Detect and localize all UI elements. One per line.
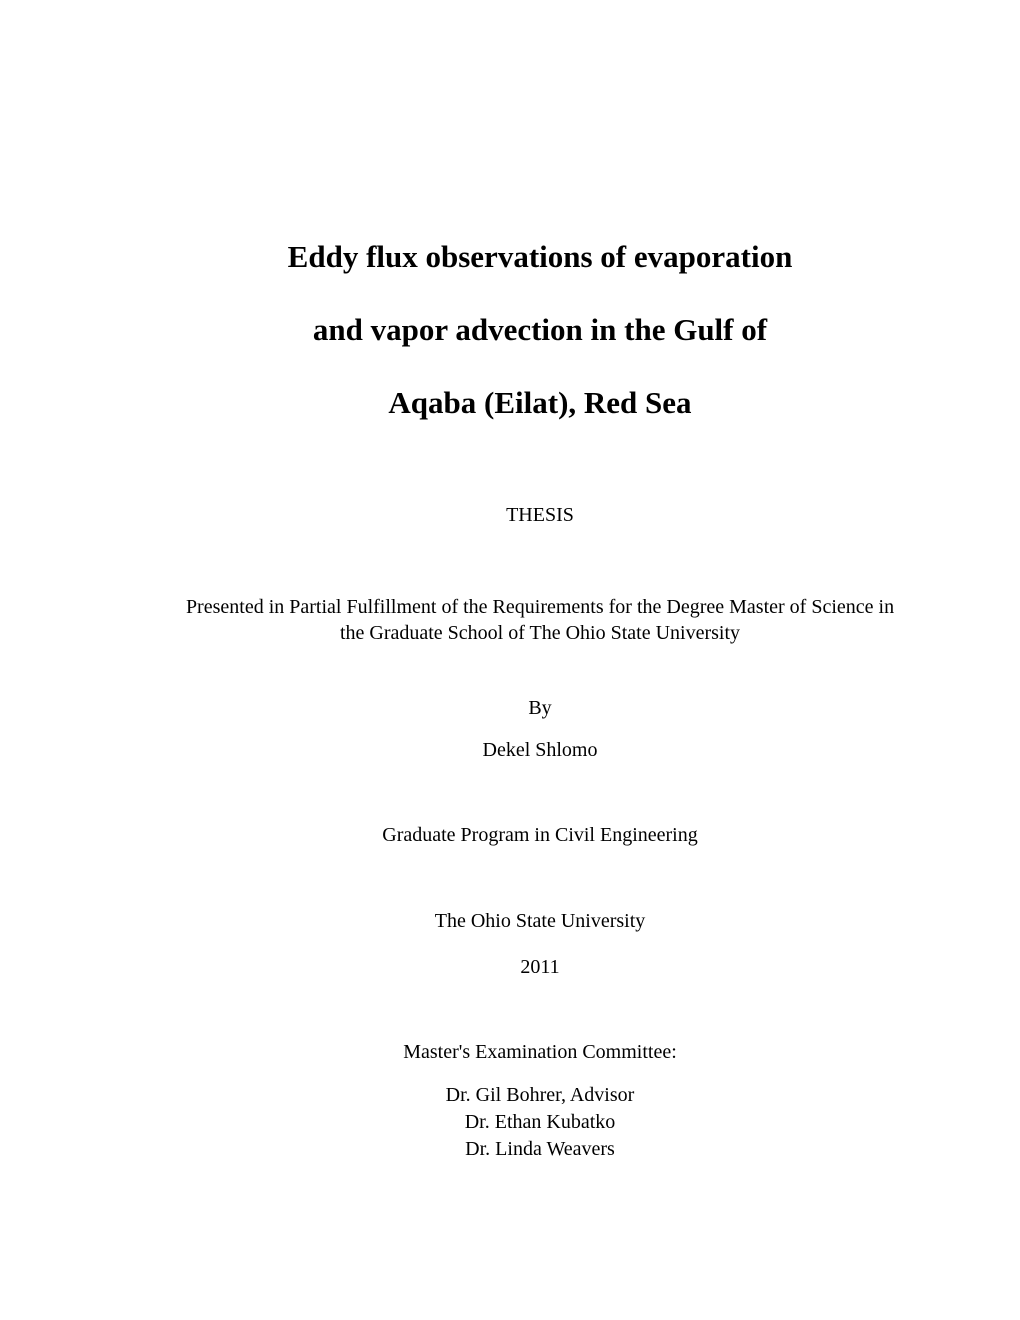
submission-statement-line-1: Presented in Partial Fulfillment of the Requirements for the Degree Master of Science in [185,596,895,618]
program-name: Graduate Program in Civil Engineering [382,824,698,846]
document-type-label: THESIS [506,504,574,526]
title-line-1: Eddy flux observations of evaporation [287,239,793,274]
by-label: By [528,697,552,719]
committee-member-2: Dr. Ethan Kubatko [464,1111,616,1133]
author-block [180,687,900,771]
submission-statement-line-2: the Graduate School of The Ohio State University [339,622,741,644]
committee-heading: Master's Examination Committee: [403,1041,677,1063]
thesis-title [180,0,900,439]
committee-list [180,1082,900,1163]
year: 2011 [520,956,560,978]
committee-member-3: Dr. Linda Weavers [465,1138,615,1160]
institution-block [180,898,900,990]
submission-statement [180,594,900,646]
title-line-3: Aqaba (Eilat), Red Sea [388,385,692,420]
title-line-2: and vapor advection in the Gulf of [312,312,768,347]
author-name: Dekel Shlomo [482,739,598,761]
committee-member-advisor: Dr. Gil Bohrer, Advisor [445,1084,635,1106]
institution-name: The Ohio State University [434,910,646,932]
